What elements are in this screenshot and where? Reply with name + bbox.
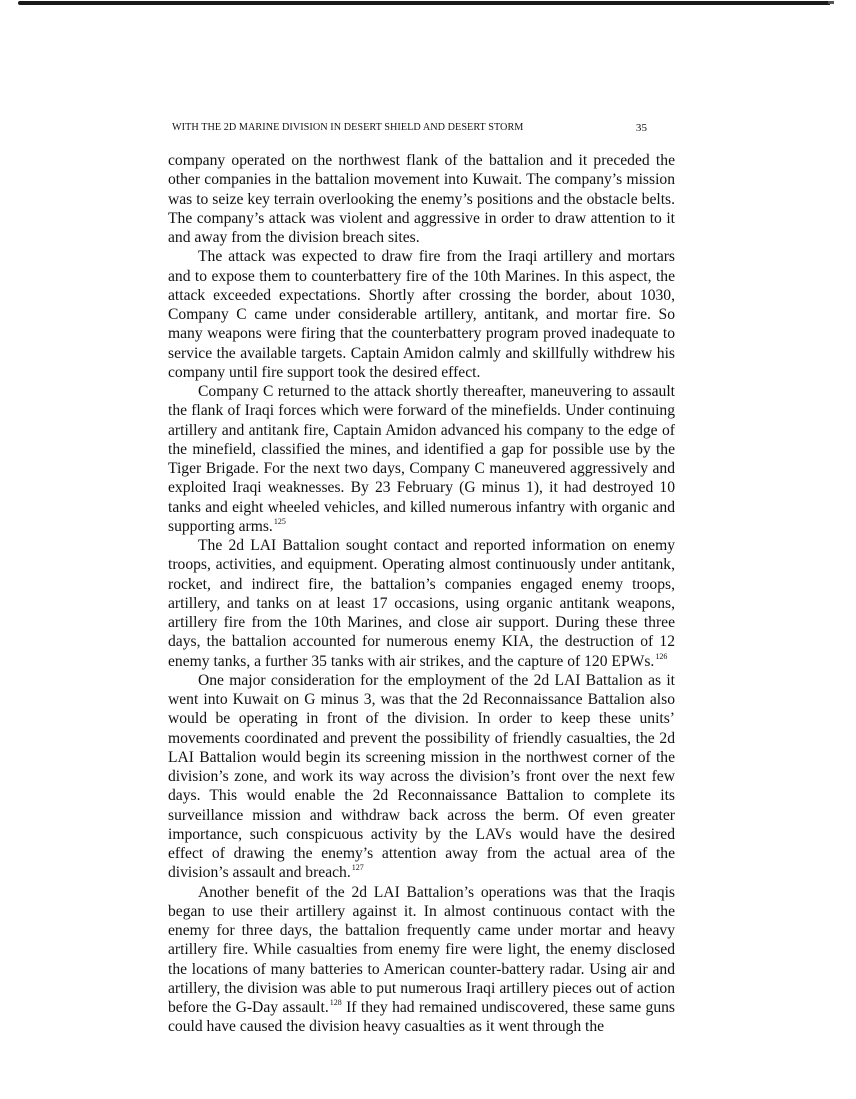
paragraph — [168, 536, 675, 671]
paragraph-text: company operated on the northwest flank of the battalion and it preceded the other companies in the battalion movement into Kuwait. The company’s mission was to seize key terrain overlooking the enemy’s positions and the obstacle belts. The company’s attack was violent and aggressive in order to draw attention to it and away from the division breach sites. — [168, 152, 675, 246]
footnote-marker: 125 — [273, 516, 286, 526]
paragraph-text: Another benefit of the 2d LAI Battalion’s operations was that the Iraqis began to use their artillery against it. In almost continuous contact with the enemy for three days, the battalion frequently came under mortar and heavy artillery fire. While casualties from enemy fire were light, the enemy disclosed the locations of many batteries to American counter-battery radar. Using air and artillery, the division was able to put numerous Iraqi artillery pieces out of action before the G-Day assault. — [168, 883, 675, 1016]
body-text — [168, 151, 675, 1037]
paragraph — [168, 671, 675, 883]
footnote-marker: 126 — [655, 651, 668, 661]
running-header-title: WITH THE 2D MARINE DIVISION IN DESERT SHIELD AND DESERT STORM — [172, 122, 524, 133]
paragraph — [168, 883, 675, 1037]
paragraph — [168, 382, 675, 536]
paragraph-text: Company C returned to the attack shortly thereafter, maneuvering to assault the flank of Iraqi forces which were forward of the minefields. Under continuing artillery and antitank fire, Captain Amidon advanced his company to the edge of the minefield, classified the mines, and identified a gap for possible use by the Tiger Brigade. For the next two days, Company C maneuvered aggressively and exploited Iraqi weaknesses. By 23 February (G minus 1), it had destroyed 10 tanks and eight wheeled vehicles, and killed numerous infantry with organic and supporting arms. — [168, 383, 675, 535]
scan-top-rule — [18, 1, 830, 5]
footnote-marker: 128 — [329, 998, 342, 1007]
footnote-marker: 127 — [351, 863, 364, 873]
paragraph-text: The attack was expected to draw fire from the Iraqi artillery and mortars and to expose them to counterbattery fire of the 10th Marines. In this aspect, the attack exceeded expectations. Shortly after crossing the border, about 1030, Company C came under considerable artillery, antitank, and mortar fire. So many weapons were firing that the counterbattery program proved inadequate to service the available targets. Captain Amidon calmly and skillfully withdrew his company until fire support took the desired effect. — [168, 248, 675, 381]
paragraph-text: If they had remained undiscovered, these same guns could have caused the division heavy casualties as it went through the — [168, 999, 676, 1036]
page-number: 35 — [635, 122, 647, 134]
paragraph — [168, 247, 675, 382]
paragraph-text: One major consideration for the employment of the 2d LAI Battalion as it went into Kuwait on G minus 3, was that the 2d Reconnaissance Battalion also would be operating in front of the division. In order to keep these units’ movements coordinated and prevent the possibility of friendly casualties, the 2d LAI Battalion would begin its screening mission in the northwest corner of the division’s zone, and work its way across the division’s front over the next few days. This would enable the 2d Reconnaissance Battalion to complete its surveillance mission and withdraw back across the berm. Of even greater importance, such conspicuous activity by the LAVs would have the desired effect of drawing the enemy’s attention away from the actual area of the division’s assault and breach. — [168, 671, 675, 882]
running-header — [168, 122, 676, 138]
paragraph-text: The 2d LAI Battalion sought contact and reported information on enemy troops, activities, and equipment. Operating almost continuously under antitank, rocket, and indirect fire, the battalion’s companies engaged enemy troops, artillery, and tanks on at least 17 occasions, using organic antitank weapons, artillery fire from the 10th Marines, and close air support. During these three days, the battalion accounted for numerous enemy KIA, the destruction of 12 enemy tanks, a further 35 tanks with air strikes, and the capture of 120 EPWs. — [168, 537, 675, 670]
paragraph — [168, 151, 675, 247]
